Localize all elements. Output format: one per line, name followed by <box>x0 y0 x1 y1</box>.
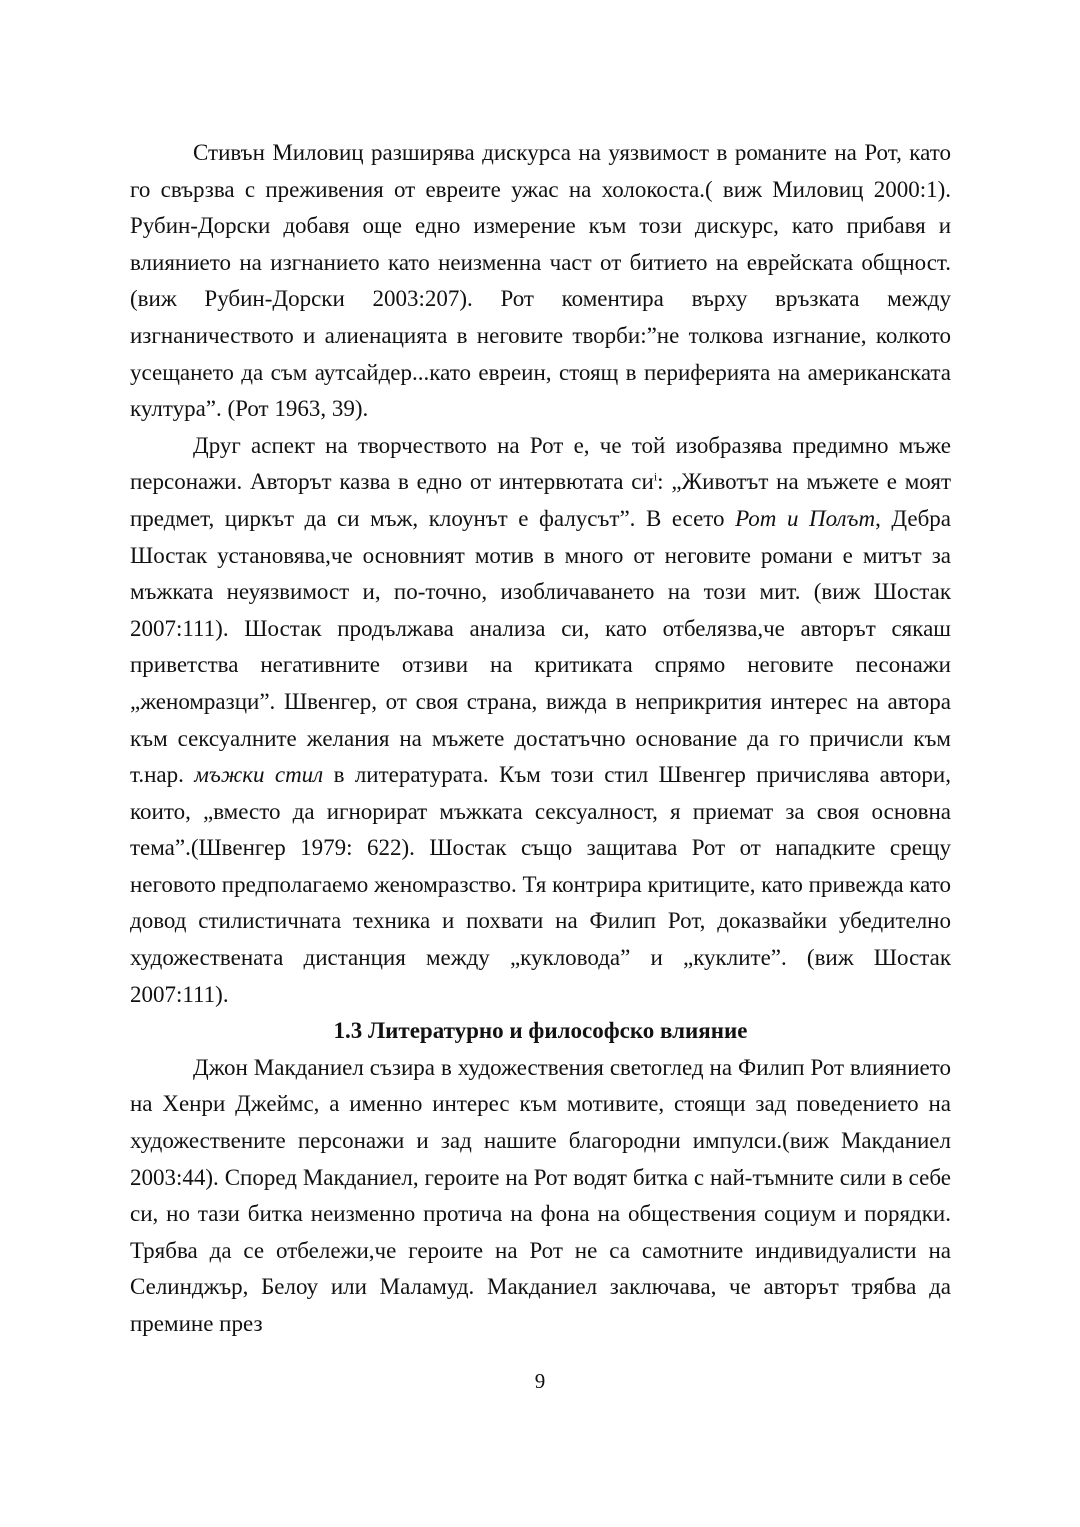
paragraph-male-characters <box>130 428 951 1014</box>
paragraph-text: , Дебра Шостак установява,че основният мотив в много от неговите романи е митът за мъжката неуязвимост и, по-точно, изобличаването на този мит. (виж Шостак 2007:111). Шостак продължава анализа си, като отбелязва,че авторът сякаш приветства негативните отзиви на критиката спрямо неговите песонажи „женомразци”. Швенгер, от своя страна, вижда в неприкрития интерес на автора към сексуалните желания на мъжете достатъчно основание да го причисли към т.нар. <box>130 505 952 788</box>
italic-term: мъжки стил <box>194 762 324 788</box>
paragraph-milowitz: Стивън Миловиц разширява дискурса на уязвимост в романите на Рот, като го свързва с преживения от евреите ужас на холокоста.( виж Миловиц 2000:1). Рубин-Дорски добавя още едно измерение към този дискурс, като прибавя и влиянието на изгнанието като неизменна част от битието на еврейската общност. (виж Рубин-Дорски 2003:207). Рот коментира върху връзката между изгнаничеството и алиенацията в неговите творби:”не толкова изгнание, колкото усещането да съм аутсайдер...като евреин, стоящ в периферията на американската култура”. (Рот 1963, 39). <box>130 140 951 422</box>
footnote-mark[interactable]: i <box>653 469 658 484</box>
essay-title: Рот и Полът <box>735 505 876 531</box>
page-number: 9 <box>534 1369 546 1393</box>
page-body <box>130 135 951 1343</box>
paragraph-text: в литературата. Към този стил Швенгер причислява автори, които, „вместо да игнорират мъжката сексуалност, я приемат за своя основна тема”.(Швенгер 1979: 622). Шостак също защитава Рот от нападките срещу неговото предполагаемо женомразство. Тя контрира критиците, като привежда като довод стилистичната техника и похвати на Филип Рот, доказвайки убедително художествената дистанция между „кукловода” и „куклите”. (виж Шостак 2007:111). <box>130 762 951 1007</box>
paragraph-mcdaniel: Джон Макданиел съзира в художествения светоглед на Филип Рот влиянието на Хенри Джеймс, а именно интерес към мотивите, стоящи зад поведението на художествените персонажи и зад нашите благородни импулси.(виж Макданиел 2003:44). Според Макданиел, героите на Рот водят битка с най-тъмните сили в себе си, но тази битка неизменно протича на фона на обществения социум и порядки. Трябва да се отбележи,че героите на Рот не са самотните индивидуалисти на Селинджър, Белоу или Маламуд. Макданиел заключава, че авторът трябва да премине през <box>130 1054 951 1336</box>
paragraph-text: : „Животът на мъжете е моят предмет, циркът да си мъж, клоунът е фалусът”. В есето <box>130 469 951 531</box>
section-heading: 1.3 Литературно и философско влияние <box>333 1018 748 1044</box>
paragraph-text: Друг аспект на творчеството на Рот е, че той изобразява предимно мъже персонажи. Авторът казва в едно от интервютата си <box>130 432 951 495</box>
